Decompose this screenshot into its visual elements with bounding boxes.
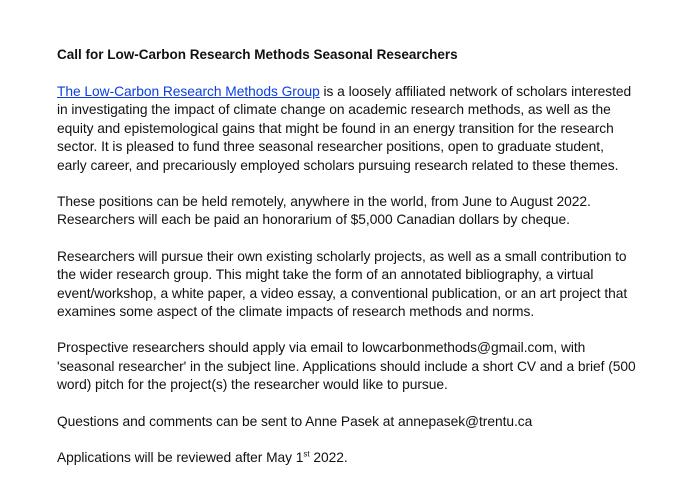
ordinal-superscript: st (303, 449, 310, 459)
paragraph-projects (57, 248, 657, 322)
paragraph-line: Researchers will each be paid an honorarium of $5,000 Canadian dollars by cheque. (57, 212, 570, 228)
paragraph-line: sector. It is pleased to fund three seasonal researcher positions, open to graduate student, (57, 139, 604, 155)
paragraph-line: Questions and comments can be sent to Anne Pasek at annepasek@trentu.ca (57, 413, 533, 429)
paragraph-line: 'seasonal researcher' in the subject line. Applications should include a short CV and a brief (500 (57, 358, 636, 374)
paragraph-line: Researchers will pursue their own existing scholarly projects, as well as a small contribution to (57, 248, 627, 264)
paragraph-line (57, 449, 657, 467)
paragraph-line: word) pitch for the project(s) the researcher would like to pursue. (57, 377, 448, 393)
paragraph-review-date (57, 449, 657, 467)
paragraph-positions (57, 193, 657, 230)
group-link[interactable]: The Low-Carbon Research Methods Group (57, 84, 320, 99)
paragraph-line: early career, and precariously employed scholars pursuing research related to these themes. (57, 157, 619, 173)
review-text: Applications will be reviewed after May 1 (57, 450, 304, 466)
paragraph-intro (57, 83, 657, 175)
paragraph-apply (57, 339, 657, 394)
document-title: Call for Low-Carbon Research Methods Seasonal Researchers (57, 47, 458, 62)
paragraph-line: These positions can be held remotely, anywhere in the world, from June to August 2022. (57, 194, 591, 210)
paragraph-line: event/workshop, a white paper, a video essay, a conventional publication, or an art project that (57, 285, 628, 301)
paragraph-line: equity and epistemological gains that might be found in an energy transition for the research (57, 120, 614, 136)
review-year: 2022. (309, 450, 348, 466)
paragraph-questions (57, 413, 657, 431)
paragraph-line: examines some aspect of the climate impacts of research methods and norms. (57, 304, 535, 320)
paragraph-line: in investigating the impact of climate change on academic research methods, as well as the (57, 102, 611, 118)
document-body (57, 46, 657, 486)
paragraph-text: is a loosely affiliated network of scholars interested (319, 84, 632, 99)
paragraph-line (57, 83, 657, 101)
paragraph-line: the wider research group. This might take the form of an annotated bibliography, a virtual (57, 267, 594, 283)
paragraph-line: Prospective researchers should apply via email to lowcarbonmethods@gmail.com, with (57, 340, 586, 356)
